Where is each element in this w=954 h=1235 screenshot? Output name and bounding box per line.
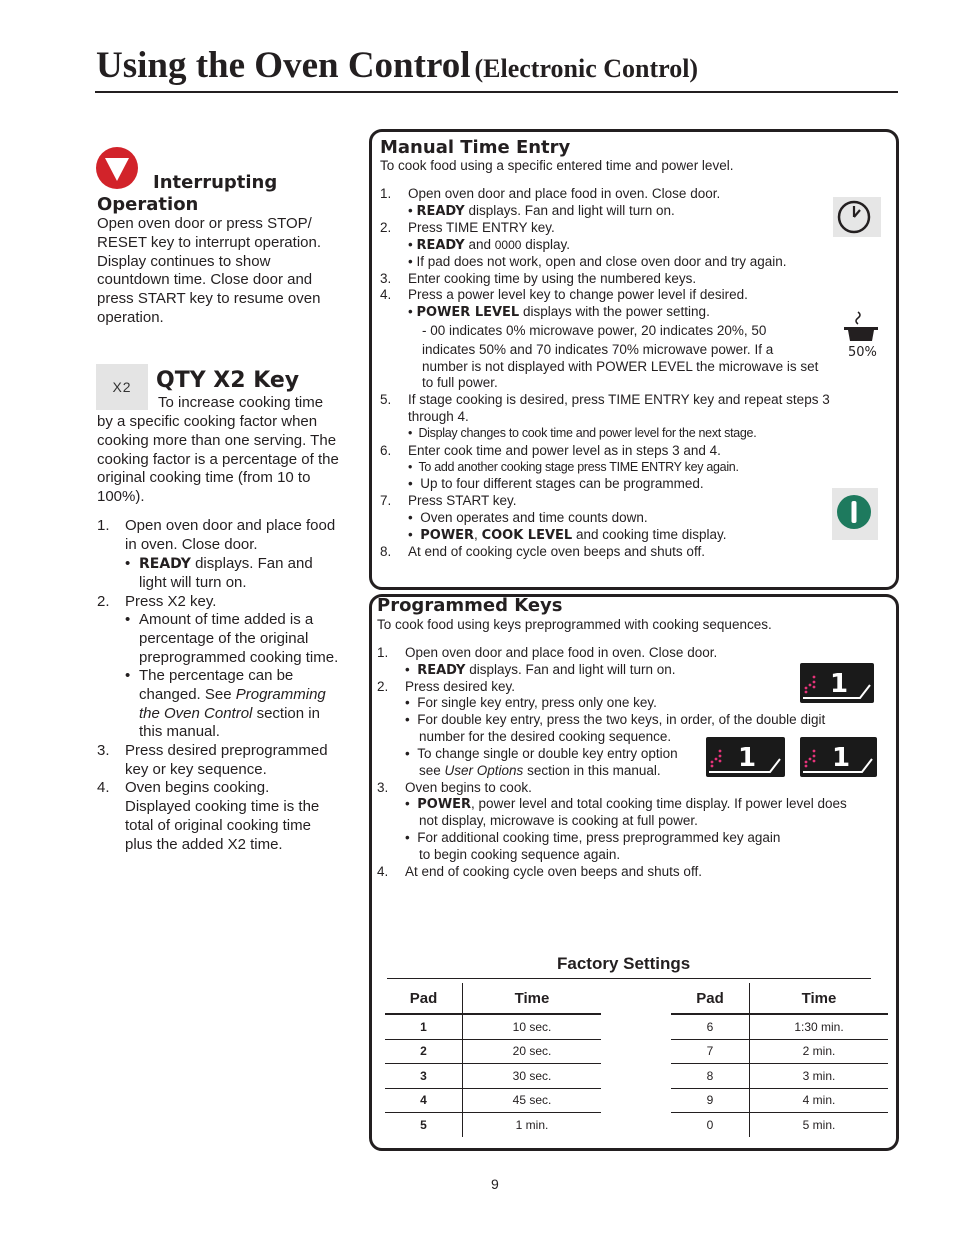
step-text: If stage cooking is desired, press TIME ENTRY key and repeat steps 3 <box>408 392 830 407</box>
step-text: Enter cooking time by using the numbered keys. <box>408 271 697 286</box>
step-text: in oven. Close door. <box>125 536 258 553</box>
step-text: through 4. <box>408 409 469 424</box>
step-bullet: • READY displays. Fan and light will turn on. <box>405 662 676 678</box>
text: To add another cooking stage press TIME ENTRY key again. <box>418 460 739 474</box>
title-divider <box>95 91 898 93</box>
step-text: Open oven door and place food in oven. Close door. <box>405 645 718 660</box>
step-number: 5. <box>380 392 392 407</box>
title-main: Using the Oven Control <box>96 45 471 86</box>
step-text: Press a power level key to change power level if desired. <box>408 287 748 302</box>
text: , power level and total cooking time display. If power level does <box>471 796 847 811</box>
text: and cooking time display. <box>572 527 727 542</box>
step-text: this manual. <box>139 723 220 740</box>
step-number: 7. <box>380 493 392 508</box>
table-row <box>671 1113 888 1137</box>
time-cell: 2 min. <box>750 1039 889 1064</box>
step-number: 3. <box>377 780 389 795</box>
step-bullet: • READY and 0000 display. <box>408 237 570 253</box>
step-text <box>139 555 313 574</box>
step-text: key or key sequence. <box>125 761 267 778</box>
step-text <box>139 686 326 705</box>
step-number: 3. <box>97 742 110 759</box>
step-text: Press X2 key. <box>125 593 217 610</box>
table-row <box>385 1039 601 1064</box>
x2-key-icon: X2 <box>96 364 148 410</box>
step-text: Open oven door and place food in oven. Close door. <box>408 186 721 201</box>
step-number: 1. <box>380 186 392 201</box>
title-sub: (Electronic Control) <box>474 54 699 83</box>
step-bullet: • To change single or double key entry option <box>405 746 678 761</box>
step-bullet: • POWER, COOK LEVEL and cooking time display. <box>408 527 727 543</box>
step-text: The percentage can be <box>139 667 294 684</box>
qty-intro: To increase cooking time <box>158 394 324 411</box>
step-text: Oven begins to cook. <box>405 780 532 795</box>
table-row <box>385 1088 601 1113</box>
text: If pad does not work, open and close oven door and try again. <box>416 254 787 269</box>
step-number: 2. <box>380 220 392 235</box>
programmed-key-icon <box>800 737 877 777</box>
start-key-icon <box>832 488 878 540</box>
ready-keyword: READY <box>416 204 465 219</box>
step-text: to full power. <box>422 375 498 390</box>
key-one-icon <box>800 663 874 703</box>
step-text: Press TIME ENTRY key. <box>408 220 555 235</box>
text: Display changes to cook time and power level for the next stage. <box>418 426 757 440</box>
step-bullet: • For double key entry, press the two keys, in order, of the double digit <box>405 712 826 727</box>
step-text: light will turn on. <box>139 574 247 591</box>
table-row <box>671 1039 888 1064</box>
power-level-keyword: POWER LEVEL <box>416 305 520 320</box>
text: section in this manual. <box>523 763 661 778</box>
ready-keyword: READY <box>416 238 465 253</box>
step-text: not display, microwave is cooking at full power. <box>419 813 698 828</box>
clock-icon <box>833 197 881 237</box>
step-bullet: • POWER LEVEL displays with the power setting. <box>408 304 710 320</box>
step-bullet: • READY displays. Fan and light will turn on. <box>408 203 675 219</box>
factory-table-left <box>385 983 601 1137</box>
time-cell: 20 sec. <box>463 1039 602 1064</box>
text: and <box>464 237 495 252</box>
power-percent-label: 50% <box>848 345 877 360</box>
step-text: At end of cooking cycle oven beeps and shuts off. <box>408 544 705 559</box>
table-row <box>671 1014 888 1039</box>
text: displays with the power setting. <box>519 304 710 319</box>
display-code: 0000 <box>494 238 522 252</box>
step-bullet: • Up to four different stages can be programmed. <box>408 476 704 491</box>
text: Oven operates and time counts down. <box>420 510 648 525</box>
step-text: - 00 indicates 0% microwave power, 20 indicates 20%, 50 <box>422 323 767 338</box>
page-number: 9 <box>491 1176 499 1192</box>
page-title <box>96 44 698 87</box>
step-text: Oven begins cooking. <box>125 779 270 796</box>
italic-ref: the Oven Control <box>139 705 253 722</box>
pad-cell: 7 <box>671 1039 750 1064</box>
key-digit: 1 <box>830 669 849 699</box>
interrupting-heading: Interrupting <box>153 172 278 193</box>
step-text: number is not displayed with POWER LEVEL the microwave is set <box>422 359 819 374</box>
time-cell: 4 min. <box>750 1088 889 1113</box>
step-number: 4. <box>97 779 110 796</box>
table-row <box>385 1113 601 1137</box>
bullet: • <box>125 611 131 628</box>
step-text: total of original cooking time <box>125 817 311 834</box>
step-text: Amount of time added is a <box>139 611 314 628</box>
separator: , <box>474 527 482 542</box>
text: displays. Fan and light will turn on. <box>464 203 675 218</box>
step-text <box>139 705 320 724</box>
text: changed. See <box>139 686 236 703</box>
time-cell: 45 sec. <box>463 1088 602 1113</box>
pad-cell: 4 <box>385 1088 463 1113</box>
step-bullet: • For additional cooking time, press preprogrammed key again <box>405 830 781 845</box>
step-number: 6. <box>380 443 392 458</box>
pad-cell: 3 <box>385 1064 463 1089</box>
step-text: number for the desired cooking sequence. <box>419 729 672 744</box>
step-text: plus the added X2 time. <box>125 836 283 853</box>
ready-keyword: READY <box>139 556 191 572</box>
pad-cell: 5 <box>385 1113 463 1137</box>
text: For double key entry, press the two keys, in order, of the double digit <box>417 712 826 727</box>
step-text: Press desired preprogrammed <box>125 742 328 759</box>
programmed-subtitle: To cook food using keys preprogrammed with cooking sequences. <box>377 617 772 632</box>
time-cell: 3 min. <box>750 1064 889 1089</box>
pad-cell: 6 <box>671 1014 750 1039</box>
step-text: Press START key. <box>408 493 517 508</box>
table-row <box>385 1064 601 1089</box>
time-entry-key-icon <box>833 197 881 237</box>
step-bullet: • If pad does not work, open and close oven door and try again. <box>408 254 787 269</box>
bullet: • <box>125 667 131 684</box>
column-header-pad: Pad <box>385 983 463 1014</box>
pad-cell: 8 <box>671 1064 750 1089</box>
step-text: percentage of the original <box>139 630 309 647</box>
table-row <box>671 1064 888 1089</box>
factory-settings-rule <box>387 978 871 979</box>
step-number: 1. <box>97 517 110 534</box>
step-number: 3. <box>380 271 392 286</box>
programmed-heading: Programmed Keys <box>377 595 563 616</box>
text: For single key entry, press only one key. <box>417 695 657 710</box>
step-text <box>419 762 661 779</box>
pad-cell: 1 <box>385 1014 463 1039</box>
pad-cell: 2 <box>385 1039 463 1064</box>
step-number: 8. <box>380 544 392 559</box>
column-header-time: Time <box>750 983 889 1014</box>
power-level-icon <box>842 310 882 344</box>
step-text: Open oven door and place food <box>125 517 336 534</box>
programmed-key-icon <box>706 737 785 777</box>
qty-heading: QTY X2 Key <box>156 368 300 393</box>
step-number: 4. <box>377 864 389 879</box>
step-text: Displayed cooking time is the <box>125 798 320 815</box>
step-bullet: • Oven operates and time counts down. <box>408 510 648 525</box>
step-text: Press desired key. <box>405 679 516 694</box>
power-keyword: POWER <box>417 797 472 812</box>
cook-level-keyword: COOK LEVEL <box>481 528 573 543</box>
step-text: indicates 50% and 70 indicates 70% microwave power. If a <box>422 342 774 357</box>
text: display. <box>521 237 570 252</box>
factory-settings-title: Factory Settings <box>557 954 691 973</box>
power-keyword: POWER <box>420 528 475 543</box>
text: To change single or double key entry option <box>417 746 678 761</box>
text: Up to four different stages can be programmed. <box>420 476 704 491</box>
step-text-rest: displays. Fan and <box>190 555 313 572</box>
key-one-icon <box>800 737 877 777</box>
interrupting-heading-2: Operation <box>97 194 199 215</box>
pad-cell: 0 <box>671 1113 750 1137</box>
column-header-pad: Pad <box>671 983 750 1014</box>
text: displays. Fan and light will turn on. <box>465 662 676 677</box>
step-bullet: • For single key entry, press only one key. <box>405 695 657 710</box>
manual-heading: Manual Time Entry <box>380 137 571 158</box>
manual-subtitle: To cook food using a specific entered time and power level. <box>380 158 734 173</box>
start-icon <box>832 488 878 540</box>
step-bullet: • To add another cooking stage press TIME ENTRY key again. <box>408 460 739 474</box>
step-text: preprogrammed cooking time. <box>139 649 339 666</box>
bullet: • <box>125 555 131 572</box>
pad-cell: 9 <box>671 1088 750 1113</box>
text: see <box>419 763 445 778</box>
step-bullet: • Display changes to cook time and power level for the next stage. <box>408 426 757 440</box>
step-text: At end of cooking cycle oven beeps and shuts off. <box>405 864 702 879</box>
step-bullet: • POWER, power level and total cooking time display. If power level does <box>405 796 847 812</box>
stop-icon <box>96 147 138 189</box>
text: For additional cooking time, press preprogrammed key again <box>417 830 781 845</box>
step-text: to begin cooking sequence again. <box>419 847 621 862</box>
time-cell: 1 min. <box>515 1117 549 1132</box>
qty-intro-rest: by a specific cooking factor when cooking more than one serving. The cooking factor is a percentage of the original cooking time (from 10 to 100%). <box>97 413 339 506</box>
text: section in <box>252 705 320 722</box>
table-row <box>671 1088 888 1113</box>
factory-table-right <box>671 983 888 1137</box>
programmed-key-icon <box>800 663 874 703</box>
step-number: 2. <box>97 593 110 610</box>
time-cell: 30 sec. <box>463 1064 602 1089</box>
key-one-icon <box>706 737 785 777</box>
time-cell: 10 sec. <box>463 1014 602 1039</box>
table-row <box>385 1014 601 1039</box>
column-header-time: Time <box>463 983 602 1014</box>
step-number: 2. <box>377 679 389 694</box>
ready-keyword: READY <box>417 663 466 678</box>
interrupting-text: Open oven door or press STOP/ RESET key to interrupt operation. Display continues to show countdown time. Close door and press START key to resume oven operation. <box>97 215 322 326</box>
step-number: 4. <box>380 287 392 302</box>
key-digit: 1 <box>832 743 851 773</box>
italic-ref: User Options <box>444 763 524 778</box>
time-cell: 5 min. <box>802 1117 836 1132</box>
time-cell: 1:30 min. <box>750 1014 889 1039</box>
step-text: Enter cook time and power level as in steps 3 and 4. <box>408 443 721 458</box>
key-digit: 1 <box>738 743 757 773</box>
step-number: 1. <box>377 645 389 660</box>
italic-ref: Programming <box>235 686 326 703</box>
